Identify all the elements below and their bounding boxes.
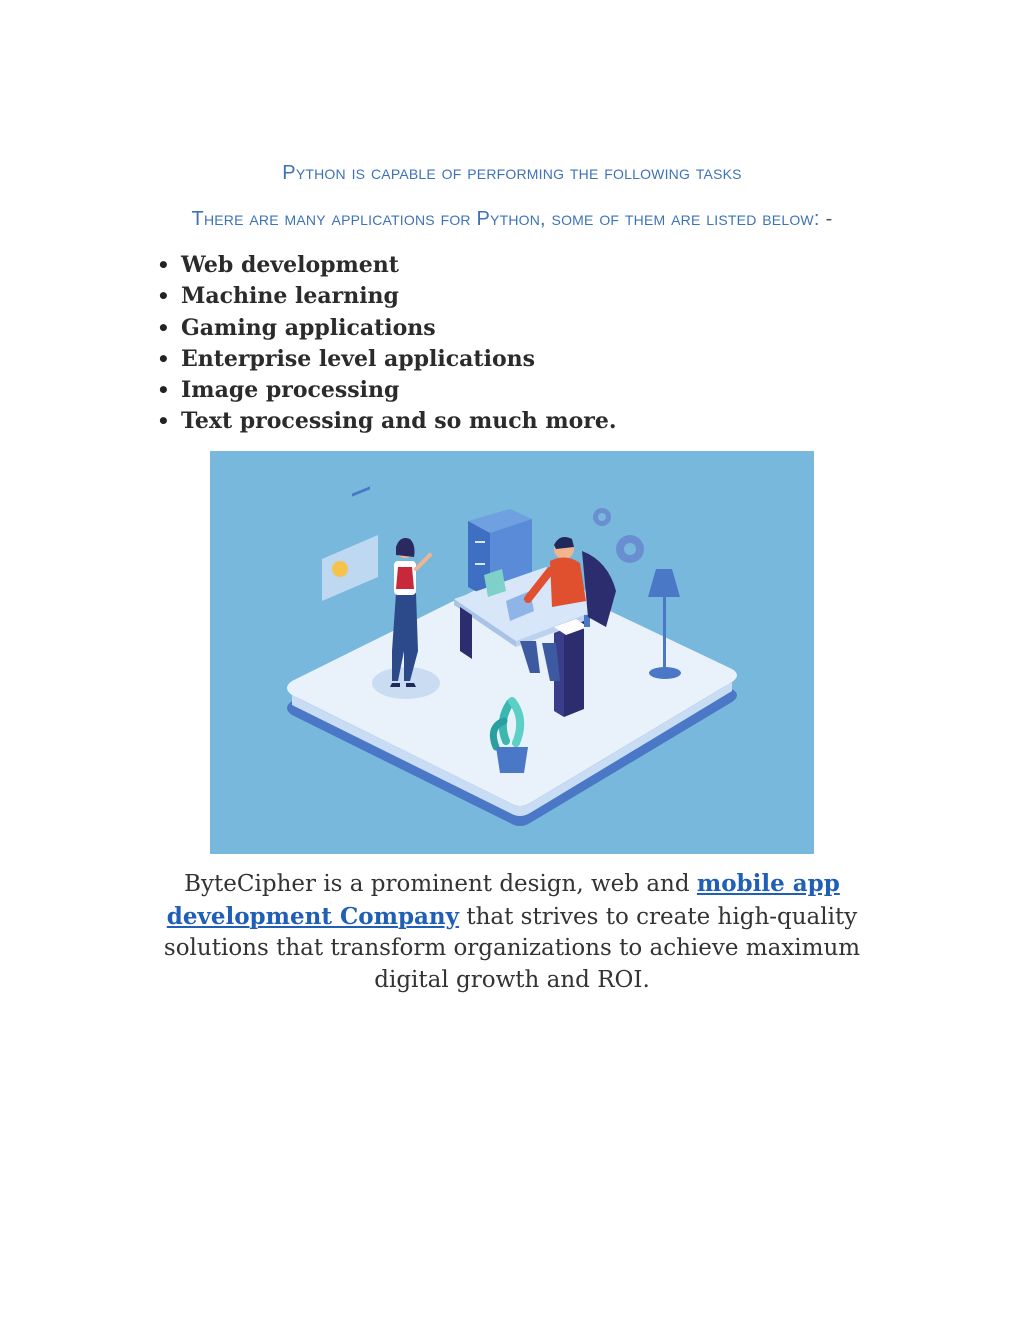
- company-description: ByteCipher is a prominent design, web and mobile app development Company that strives to create high-quality solutions that transform organizations to achieve maximum digital growth and ROI.: [163, 870, 861, 993]
- heading-python-tasks: Python is capable of performing the following tasks: [282, 162, 742, 184]
- list-item: • Web development: [181, 250, 617, 281]
- applications-list: [181, 250, 617, 438]
- list-item: • Text processing and so much more.: [181, 406, 617, 437]
- mobile-app-development-link[interactable]: mobile app development Company: [166, 870, 840, 930]
- list-item: • Enterprise level applications: [181, 344, 617, 375]
- office-illustration: [210, 451, 814, 854]
- list-item: • Image processing: [181, 375, 617, 406]
- list-item: • Machine learning: [181, 281, 617, 312]
- list-item: • Gaming applications: [181, 313, 617, 344]
- heading-applications: There are many applications for Python, some of them are listed below: -: [191, 208, 833, 230]
